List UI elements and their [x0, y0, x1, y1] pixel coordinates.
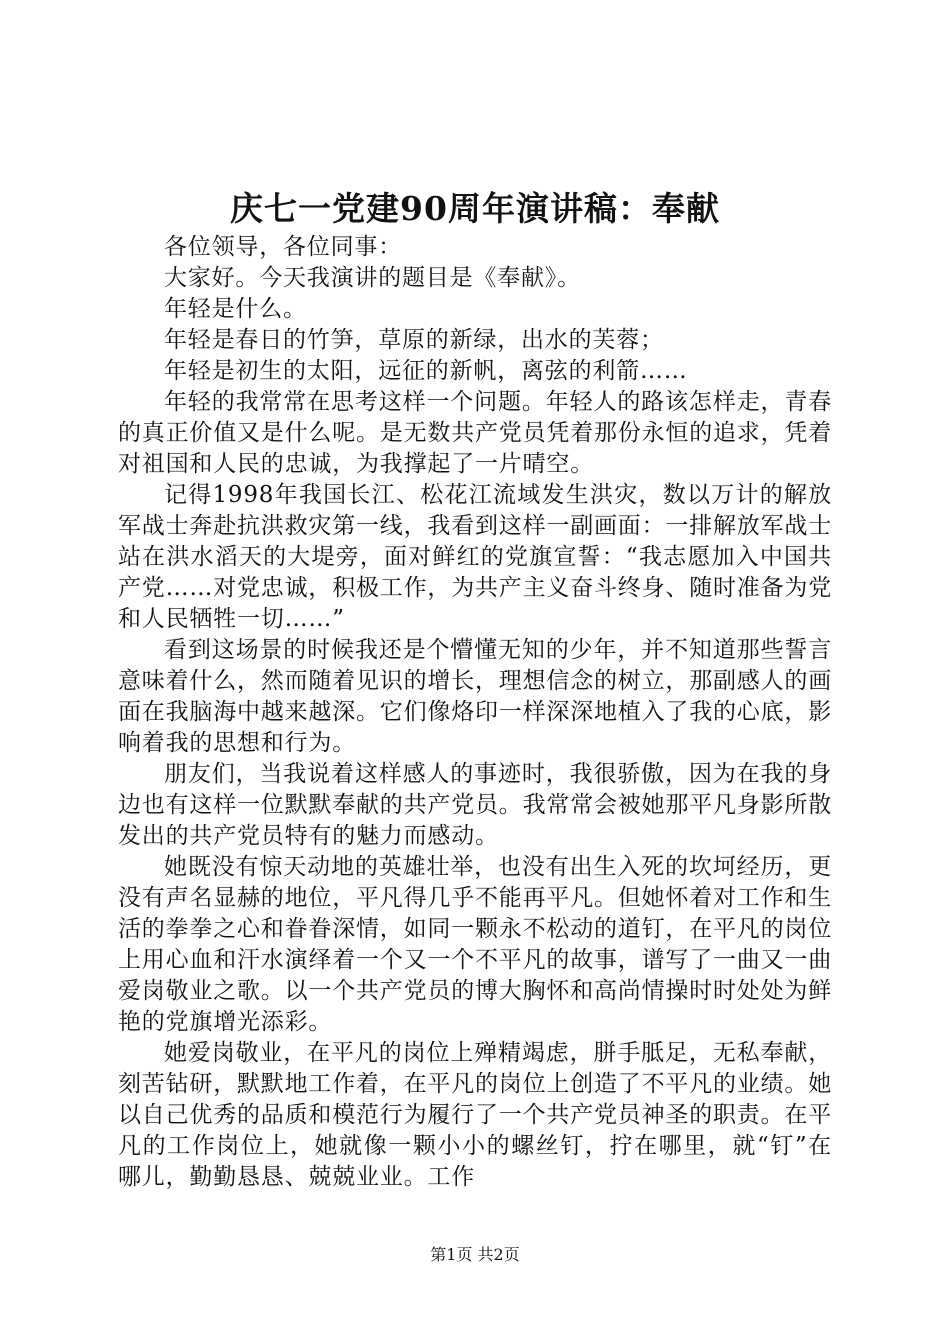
paragraph: 年轻是什么。 [164, 296, 307, 322]
paragraph: 朋友们，当我说着这样感人的事迹时，我很骄傲，因为在我的身边也有这样一位默默奉献的共产党员。我常常会被她那平凡身影所散发出的共产党员特有的魅力而感动。 [118, 761, 832, 849]
paragraph: 年轻是春日的竹笋，草原的新绿，出水的芙蓉； [164, 327, 664, 353]
paragraph: 她既没有惊天动地的英雄壮举，也没有出生入死的坎坷经历，更没有声名显赫的地位，平凡得几乎不能再平凡。但她怀着对工作和生活的拳拳之心和眷眷深情，如同一颗永不松动的道钉，在平凡的岗位上用心血和汗水演绎着一个又一个不平凡的故事，谱写了一曲又一曲爱岗敬业之歌。以一个共产党员的博大胸怀和高尚情操时时处处为鲜艳的党旗增光添彩。 [118, 854, 832, 1035]
paragraph: 各位领导，各位同事： [164, 234, 402, 260]
document-body [118, 232, 832, 1193]
paragraph: 看到这场景的时候我还是个懵懂无知的少年，并不知道那些誓言意味着什么，然而随着见识的增长，理想信念的树立，那副感人的画面在我脑海中越来越深。它们像烙印一样深深地植入了我的心底，影响着我的思想和行为。 [118, 637, 832, 756]
paragraph: 年轻的我常常在思考这样一个问题。年轻人的路该怎样走，青春的真正价值又是什么呢。是无数共产党员凭着那份永恒的追求，凭着对祖国和人民的忠诚，为我撑起了一片晴空。 [118, 389, 832, 477]
paragraph: 年轻是初生的太阳，远征的新帆，离弦的利箭…… [164, 358, 688, 384]
paragraph: 她爱岗敬业，在平凡的岗位上殚精竭虑，胼手胝足，无私奉献，刻苦钻研，默默地工作着，在平凡的岗位上创造了不平凡的业绩。她以自己优秀的品质和模范行为履行了一个共产党员神圣的职责。在平凡的工作岗位上，她就像一颗小小的螺丝钉，拧在哪里，就“钉”在哪儿，勤勤恳恳、兢兢业业。工作 [118, 1040, 832, 1190]
page-footer: 第1页 共2页 [430, 1245, 520, 1264]
paragraph: 大家好。今天我演讲的题目是《奉献》。 [164, 265, 581, 291]
paragraph: 记得1998年我国长江、松花江流域发生洪灾，数以万计的解放军战士奔赴抗洪救灾第一线，我看到这样一副画面：一排解放军战士站在洪水滔天的大堤旁，面对鲜红的党旗宣誓：“我志愿加入中国共产党……对党忠诚，积极工作，为共产主义奋斗终身、随时准备为党和人民牺牲一切……” [118, 482, 832, 632]
document-title: 庆七一党建90周年演讲稿：奉献 [230, 189, 720, 228]
